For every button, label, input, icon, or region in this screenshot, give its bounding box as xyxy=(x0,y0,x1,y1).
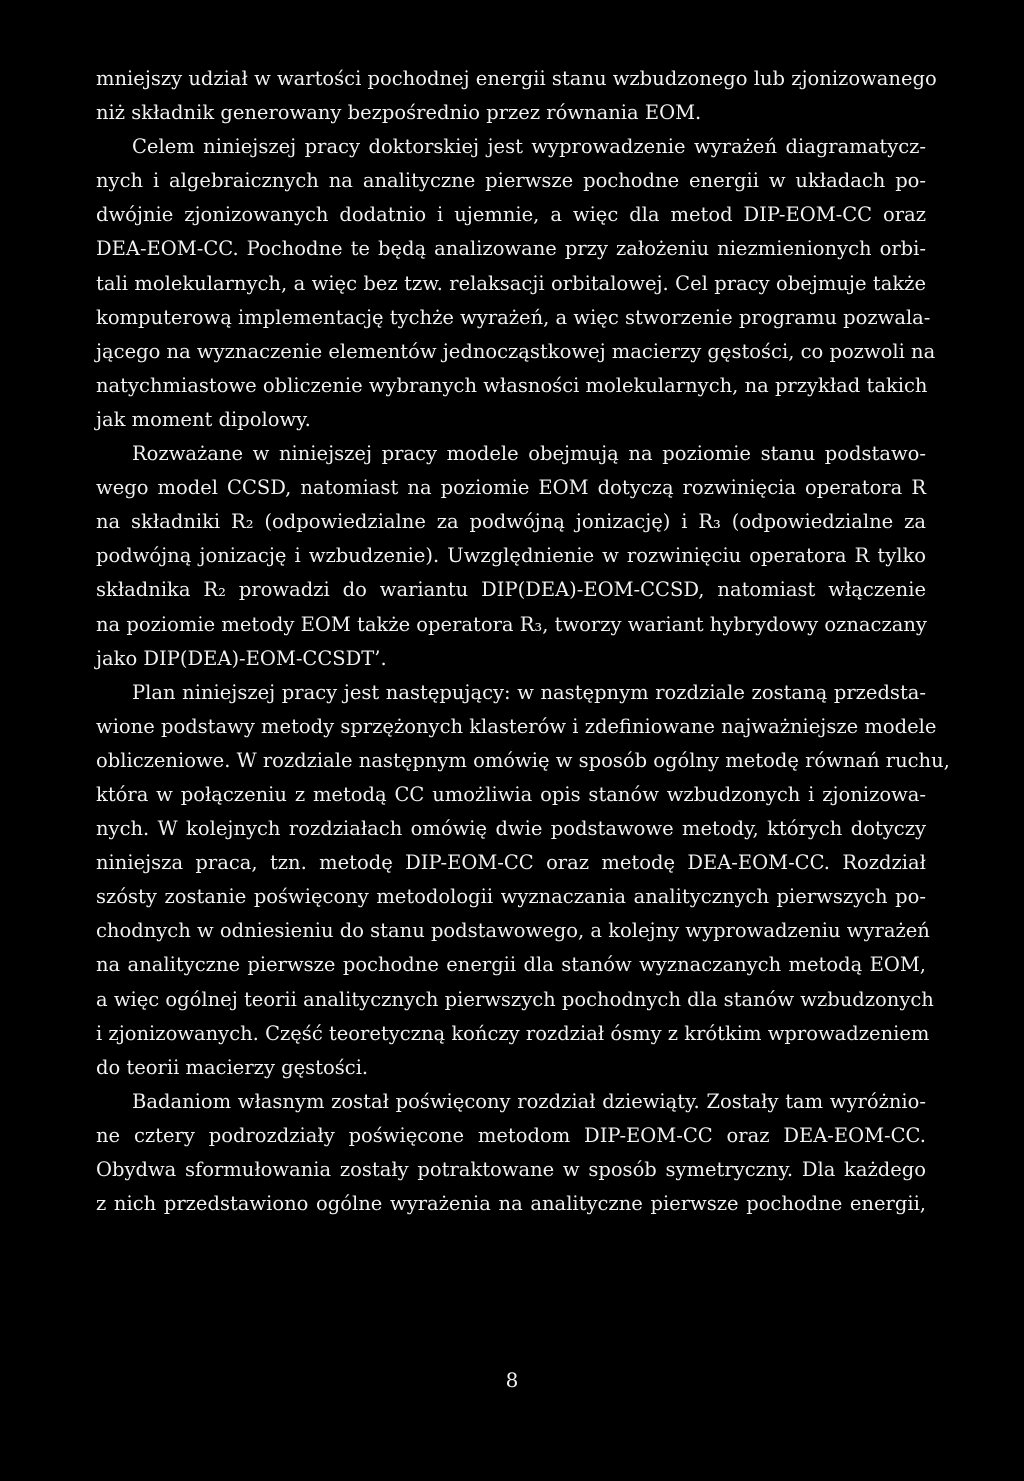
text-line: nych i algebraicznych na analityczne pierwsze pochodne energii w układach po- xyxy=(96,169,926,193)
text-line: Badaniom własnym został poświęcony rozdział dziewiąty. Zostały tam wyróżnio- xyxy=(132,1089,926,1113)
text-line: Obydwa sformułowania zostały potraktowane w sposób symetryczny. Dla każdego xyxy=(96,1158,926,1181)
text-line: jącego na wyznaczenie elementów jednocząstkowej macierzy gęstości, co pozwoli na xyxy=(96,339,936,363)
text-line: chodnych w odniesieniu do stanu podstawowego, a kolejny wyprowadzeniu wyrażeń xyxy=(96,919,930,943)
text-line: Rozważane w niniejszej pracy modele obejmują na poziomie stanu podstawo- xyxy=(132,442,926,466)
document-body xyxy=(96,62,950,1221)
text-line: mniejszy udział w wartości pochodnej energii stanu wzbudzonego lub zjonizowanego xyxy=(96,67,937,90)
text-line: nych. W kolejnych rozdziałach omówię dwie podstawowe metody, których dotyczy xyxy=(96,817,926,841)
text-line: na poziomie metody EOM także operatora R₃, tworzy wariant hybrydowy oznaczany xyxy=(96,612,927,636)
text-line: z nich przedstawiono ogólne wyrażenia na analityczne pierwsze pochodne energii, xyxy=(96,1192,926,1216)
text-line: szósty zostanie poświęcony metodologii wyznaczania analitycznych pierwszych po- xyxy=(96,885,926,909)
text-line: jak moment dipolowy. xyxy=(96,407,311,431)
text-line: dwójnie zjonizowanych dodatnio i ujemnie, a więc dla metod DIP-EOM-CC oraz xyxy=(96,203,926,227)
text-line: na analityczne pierwsze pochodne energii dla stanów wyznaczanych metodą EOM, xyxy=(96,953,926,977)
text-line: natychmiastowe obliczenie wybranych własności molekularnych, na przykład takich xyxy=(96,373,928,397)
text-line: składnika R₂ prowadzi do wariantu DIP(DEA)-EOM-CCSD, natomiast włączenie xyxy=(96,578,926,602)
text-line: ne cztery podrozdziały poświęcone metodom DIP-EOM-CC oraz DEA-EOM-CC. xyxy=(96,1123,926,1147)
text-line: Celem niniejszej pracy doktorskiej jest wyprowadzenie wyrażeń diagramatycz- xyxy=(132,135,926,159)
text-line: DEA-EOM-CC. Pochodne te będą analizowane przy założeniu niezmienionych orbi- xyxy=(96,237,926,261)
text-line: niż składnik generowany bezpośrednio przez równania EOM. xyxy=(96,101,702,125)
text-line: jako DIP(DEA)-EOM-CCSDT’. xyxy=(96,646,387,670)
text-line: Plan niniejszej pracy jest następujący: w następnym rozdziale zostaną przedsta- xyxy=(132,680,926,704)
text-line: wego model CCSD, natomiast na poziomie EOM dotyczą rozwinięcia operatora R xyxy=(96,476,926,500)
text-line: na składniki R₂ (odpowiedzialne za podwójną jonizację) i R₃ (odpowiedzialne za xyxy=(96,510,926,534)
text-line: i zjonizowanych. Część teoretyczną kończy rozdział ósmy z krótkim wprowadzeniem xyxy=(96,1021,930,1045)
text-line: tali molekularnych, a więc bez tzw. relaksacji orbitalowej. Cel pracy obejmuje także xyxy=(96,271,926,295)
page-number: 8 xyxy=(505,1368,519,1392)
text-line: komputerową implementację tychże wyrażeń, a więc stworzenie programu pozwala- xyxy=(96,305,931,329)
text-line: która w połączeniu z metodą CC umożliwia opis stanów wzbudzonych i zjonizowa- xyxy=(96,782,926,806)
text-line: wione podstawy metody sprzężonych klasterów i zdefiniowane najważniejsze modele xyxy=(96,714,937,738)
text-line: do teorii macierzy gęstości. xyxy=(96,1055,369,1079)
text-line: podwójną jonizację i wzbudzenie). Uwzględnienie w rozwinięciu operatora R tylko xyxy=(96,544,926,568)
text-line: obliczeniowe. W rozdziale następnym omówię w sposób ogólny metodę równań ruchu, xyxy=(96,748,950,772)
text-line: a więc ogólnej teorii analitycznych pierwszych pochodnych dla stanów wzbudzonych xyxy=(96,987,934,1011)
text-line: niniejsza praca, tzn. metodę DIP-EOM-CC oraz metodę DEA-EOM-CC. Rozdział xyxy=(96,851,926,875)
